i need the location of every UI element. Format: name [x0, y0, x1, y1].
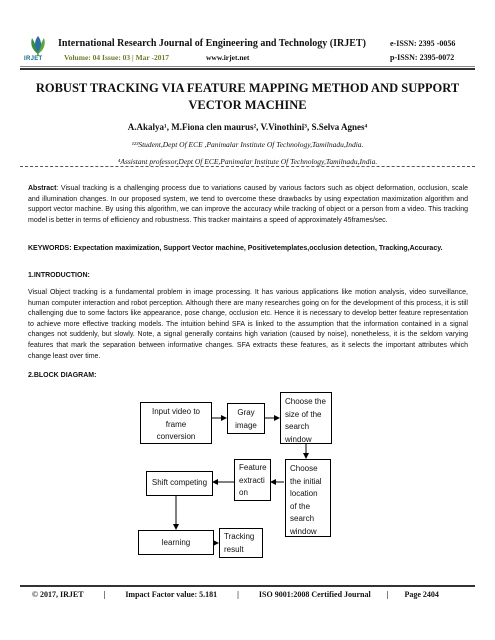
- authors: A.Akalya¹, M.Fiona clen maurus², V.Vinothini³, S.Selva Agnes⁴: [127, 122, 368, 132]
- intro-heading: 1.INTRODUCTION:: [28, 272, 90, 279]
- footer-impact-factor: Impact Factor value: 5.181: [125, 590, 218, 599]
- block-choose-size-line: Choose the: [285, 397, 326, 406]
- block-shift-competing: [146, 471, 213, 496]
- paper-title: ROBUST TRACKING VIA FEATURE MAPPING METHOD AND SUPPORT VECTOR MACHINE: [35, 81, 460, 112]
- block-choose-size-line: window: [285, 434, 312, 444]
- block-choose-location-line: window: [290, 526, 317, 536]
- p-issn: p-ISSN: 2395-0072: [390, 53, 455, 62]
- block-tracking-result: [219, 528, 263, 558]
- block-input-video-line: Input video to: [151, 407, 201, 416]
- footer-separator: |: [386, 590, 389, 599]
- block-shift-competing-line: Shift competing: [151, 478, 208, 487]
- footer: [32, 590, 439, 599]
- block-choose-size-line: search: [285, 422, 310, 431]
- block-choose-location-line: the initial: [290, 476, 322, 486]
- block-input-video: [140, 402, 212, 444]
- footer-rule: [20, 585, 475, 587]
- block-choose-location: [285, 459, 331, 537]
- block-choose-location-line: search: [290, 514, 315, 523]
- intro-text: Visual Object tracking is a fundamental problem in image processing. It has various applications like motion analysis, video surveillance, human computer interaction and robot perception. Although there are many researches going on for the development of this process, it is still challenging due to some factors like appearance, pose change, occlusion etc. Hence it is necessary to develop better feature representation to achieve more effective tracking models. The intuition behind SFA is linked to the assumption that the information contained in a signal changes not suddenly, but slowly. Note, a signal generally contains high variation (caused by noise), nonetheless, it is the seldom varying features that mark the separation between informative changes. SFA extracts these features, as it selects the important attributes which change least over time.: [28, 289, 468, 360]
- affiliation-students: ¹²³Student,Dept Of ECE ,Panimalar Institute Of Technology,Tamilnadu,India.: [131, 140, 364, 149]
- footer-separator: |: [103, 590, 106, 599]
- journal-website: www.irjet.net: [206, 53, 250, 62]
- block-gray-image-line: image: [235, 420, 257, 430]
- footer-copyright: © 2017, IRJET: [32, 590, 84, 599]
- block-gray-image-line: Gray: [237, 408, 255, 417]
- block-input-video-line: frame: [165, 419, 187, 429]
- block-feature-extraction-line: Feature: [239, 463, 267, 472]
- footer-separator: |: [237, 590, 239, 599]
- volume-issue: Volume: 04 Issue: 03 | Mar -2017: [64, 53, 169, 62]
- journal-title: International Research Journal of Engineering and Technology (IRJET): [58, 38, 366, 49]
- block-diagram-heading: 2.BLOCK DIAGRAM:: [28, 372, 97, 379]
- e-issn: e-ISSN: 2395 -0056: [390, 39, 456, 48]
- block-gray-image: [227, 403, 265, 434]
- abstract-text: : Visual tracking is a challenging process due to variations caused by various factors such as object deformation, occlusion, scale and illumination changes. In our proposed system, we tend to overcome these drawbacks by using expectation maximization algorithm and support vector machine. By using this algorithm, we can improve the accuracy while tracking of object or a person from a video. This tracking model is better in terms of efficiency and robustness. This tracker maintains a speed of approximately 45frames/sec.: [28, 185, 468, 224]
- block-choose-location-line: Choose: [290, 464, 318, 473]
- keywords: KEYWORDS: Expectation maximization, Support Vector machine, Positivetemplates,occlusion detection, Tracking,Accuracy.: [28, 245, 443, 252]
- block-feature-extraction-line: on: [239, 488, 248, 497]
- block-learning-line: learning: [161, 538, 191, 547]
- block-learning: [138, 530, 214, 555]
- block-tracking-result-line: Tracking: [224, 532, 255, 541]
- block-choose-location-line: location: [290, 489, 318, 498]
- footer-page: Page 2404: [404, 590, 439, 599]
- block-choose-size-line: size of the: [285, 409, 322, 419]
- block-choose-size: [280, 392, 332, 444]
- logo-text: IRJET: [24, 56, 43, 62]
- block-tracking-result-line: result: [224, 544, 244, 554]
- abstract-label: Abstract: [28, 185, 57, 192]
- block-feature-extraction-line: extracti: [239, 475, 265, 485]
- footer-iso: ISO 9001:2008 Certified Journal: [258, 590, 371, 599]
- block-input-video-line: conversion: [156, 432, 196, 441]
- affiliation-professor: ⁴Assistant professor,Dept Of ECE,Panimalar Institute Of Technology,Tamilnadu,India.: [117, 157, 378, 166]
- block-choose-location-line: of the: [290, 501, 311, 511]
- block-feature-extraction: [234, 459, 271, 501]
